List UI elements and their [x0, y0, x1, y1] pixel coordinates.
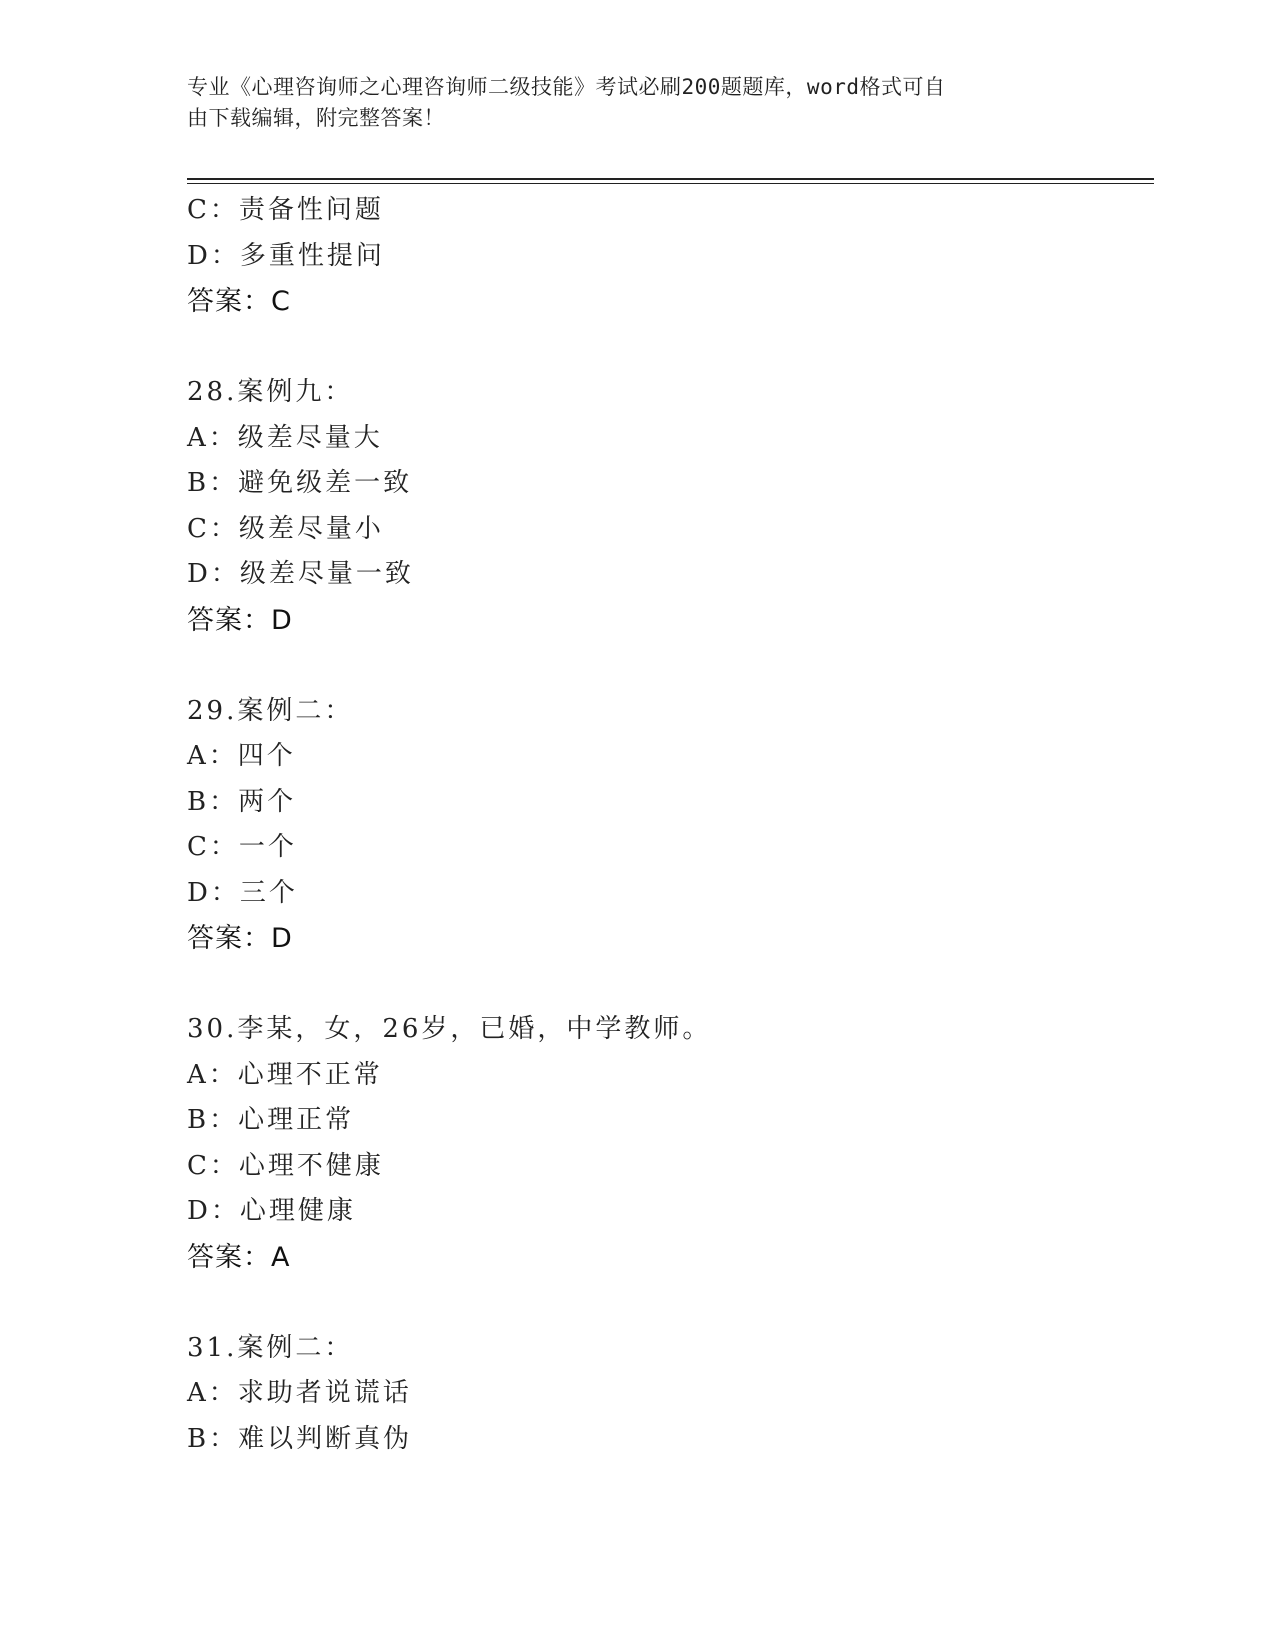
answer-line: 答案：A — [187, 1241, 291, 1273]
question-title: 28.案例九： — [187, 377, 354, 407]
option-c: C：责备性问题 — [187, 195, 384, 225]
option-c: C：一个 — [187, 832, 297, 862]
question-title: 29.案例二： — [187, 695, 354, 726]
option-b: B：心理正常 — [187, 1105, 355, 1135]
option-d: D：级差尽量一致 — [187, 559, 414, 589]
header-rule-thin — [187, 183, 1154, 184]
spacer — [187, 1280, 1147, 1326]
answer-line: 答案：C — [187, 286, 291, 317]
option-c: C：级差尽量小 — [187, 513, 384, 544]
option-a: A：级差尽量大 — [187, 422, 383, 453]
header-line-2: 由下载编辑，附完整答案！ — [187, 106, 445, 130]
spacer — [187, 325, 1147, 371]
option-a: A：求助者说谎话 — [187, 1378, 412, 1408]
document-header — [187, 72, 1067, 134]
question-block-31 — [187, 1326, 1147, 1463]
option-b: B：两个 — [187, 786, 297, 817]
option-b: B：避免级差一致 — [187, 468, 413, 498]
option-a: A：四个 — [187, 741, 296, 771]
option-d: D：三个 — [187, 877, 298, 908]
option-d: D：心理健康 — [187, 1196, 356, 1226]
option-d: D：多重性提问 — [187, 240, 385, 271]
question-block-27 — [187, 188, 1147, 325]
header-rule-thick — [187, 178, 1154, 180]
option-a: A：心理不正常 — [187, 1059, 383, 1090]
option-c: C：心理不健康 — [187, 1150, 384, 1181]
question-block-30 — [187, 1007, 1147, 1280]
answer-line: 答案：D — [187, 923, 293, 954]
question-block-28 — [187, 370, 1147, 643]
spacer — [187, 962, 1147, 1008]
question-title: 31.案例二： — [187, 1332, 354, 1363]
question-block-29 — [187, 689, 1147, 962]
question-list — [187, 188, 1147, 1462]
answer-line: 答案：D — [187, 604, 293, 636]
header-line-1: 专业《心理咨询师之心理咨询师二级技能》考试必刷200题题库，word格式可自 — [187, 75, 946, 99]
option-b: B：难以判断真伪 — [187, 1423, 413, 1454]
spacer — [187, 643, 1147, 689]
question-title: 30.李某，女，26岁，已婚，中学教师。 — [187, 1014, 712, 1044]
